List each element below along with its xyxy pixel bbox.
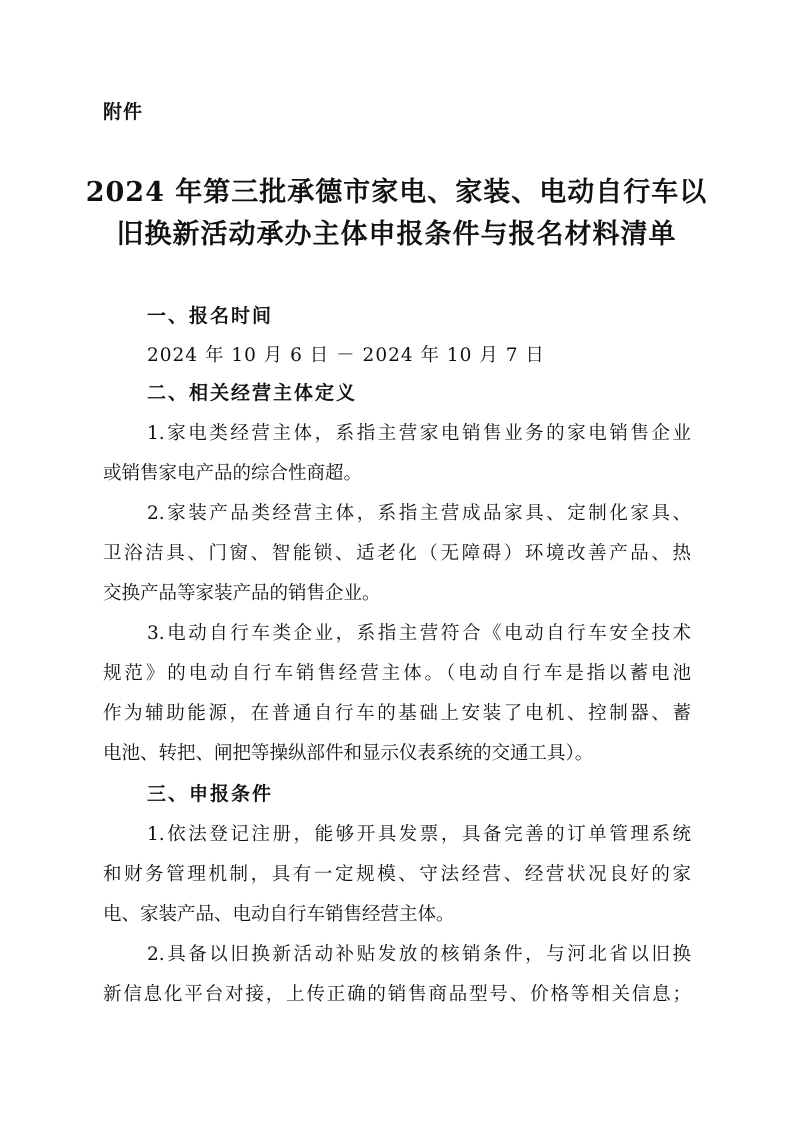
definition-home-furnishing-line-3: 交换产品等家装产品的销售企业。 bbox=[103, 583, 381, 604]
condition-2-line-1: 2.具备以旧换新活动补贴发放的核销条件，与河北省以旧换 bbox=[147, 944, 691, 965]
attachment-label: 附件 bbox=[103, 101, 144, 123]
section-heading-conditions: 三、申报条件 bbox=[147, 783, 274, 805]
section-heading-registration-time: 一、报名时间 bbox=[147, 305, 274, 327]
definition-appliance-line-2: 或销售家电产品的综合性商超。 bbox=[103, 463, 363, 484]
condition-1-line-3: 电、家装产品、电动自行车销售经营主体。 bbox=[103, 904, 455, 925]
registration-date-range: 2024 年 10 月 6 日 － 2024 年 10 月 7 日 bbox=[147, 345, 545, 366]
definition-home-furnishing-line-1: 2.家装产品类经营主体，系指主营成品家具、定制化家具、 bbox=[147, 503, 691, 524]
definition-home-furnishing-line-2: 卫浴洁具、门窗、智能锁、适老化（无障碍）环境改善产品、热 bbox=[103, 543, 691, 564]
condition-1-line-1: 1.依法登记注册，能够开具发票，具备完善的订单管理系统 bbox=[147, 824, 691, 845]
document-title-line-2: 旧换新活动承办主体申报条件与报名材料清单 bbox=[116, 219, 677, 250]
condition-2-line-2: 新信息化平台对接，上传正确的销售商品型号、价格等相关信息； bbox=[103, 984, 691, 1005]
definition-ebike-line-2: 规范》的电动自行车销售经营主体。（电动自行车是指以蓄电池 bbox=[103, 663, 691, 684]
condition-1-line-2: 和财务管理机制，具有一定规模、守法经营、经营状况良好的家 bbox=[103, 864, 691, 885]
section-heading-definitions: 二、相关经营主体定义 bbox=[147, 382, 358, 404]
document-title-line-1: 2024 年第三批承德市家电、家装、电动自行车以 bbox=[85, 177, 708, 208]
definition-ebike-line-3: 作为辅助能源，在普通自行车的基础上安装了电机、控制器、蓄 bbox=[103, 703, 691, 724]
definition-ebike-line-4: 电池、转把、闸把等操纵部件和显示仪表系统的交通工具）。 bbox=[103, 743, 594, 764]
definition-appliance-line-1: 1.家电类经营主体，系指主营家电销售业务的家电销售企业 bbox=[147, 423, 691, 444]
definition-ebike-line-1: 3.电动自行车类企业，系指主营符合《电动自行车安全技术 bbox=[147, 623, 691, 644]
